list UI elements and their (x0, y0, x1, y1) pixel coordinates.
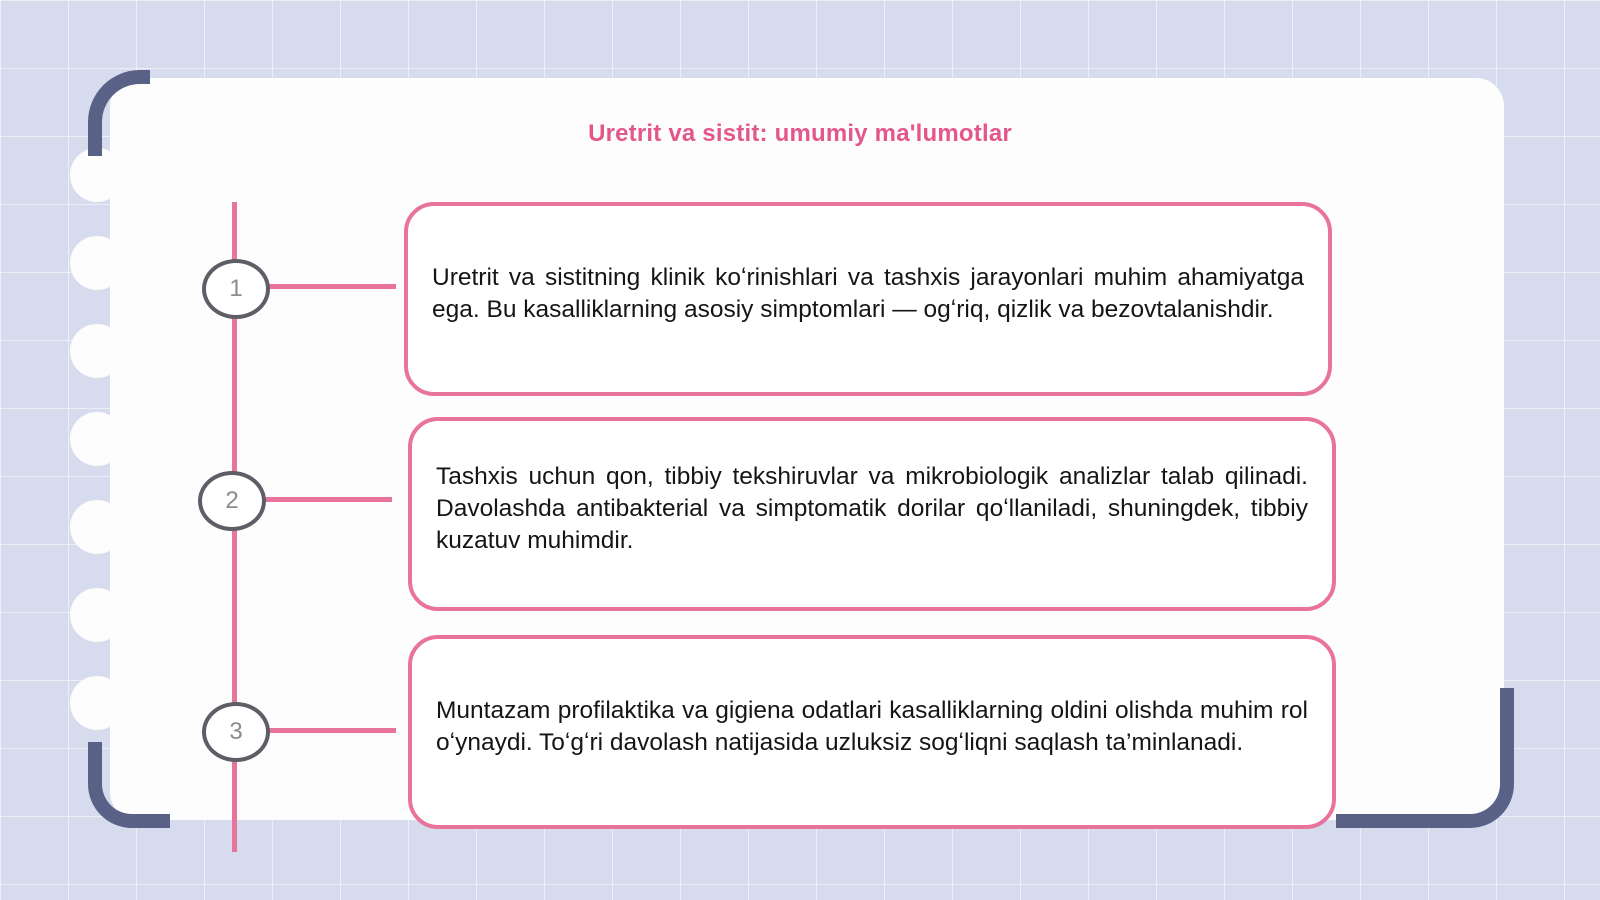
step-number-3: 3 (202, 702, 270, 762)
step-number-1: 1 (202, 259, 270, 319)
slide-title: Uretrit va sistit: umumiy ma'lumotlar (588, 120, 1012, 147)
step-text-1: Uretrit va sistitning klinik koʻrinishlari va tashxis jarayonlari muhim ahamiyatga ega. Bu kasalliklarning asosiy simptomlari — ogʻriq, qizlik va bezovtalanishdir. (432, 264, 1304, 323)
step-number-2: 2 (198, 471, 266, 531)
frame-corner-top-left (88, 70, 150, 156)
step-card-3 (408, 635, 1336, 829)
frame-corner-bottom-left (88, 742, 170, 828)
step-text-2: Tashxis uchun qon, tibbiy tekshiruvlar va mikrobiologik analizlar talab qilinadi. Davolashda antibakterial va simptomatik dorilar qoʻllaniladi, shuningdek, tibbiy kuzatuv muhimdir. (436, 463, 1308, 554)
card-scallop (70, 500, 124, 554)
card-scallop (70, 588, 124, 642)
step-connector-1 (264, 284, 396, 289)
card-scallop (70, 324, 124, 378)
step-connector-2 (260, 497, 392, 502)
step-text-3: Muntazam profilaktika va gigiena odatlari kasalliklarning oldini olishda muhim rol oʻynaydi. Toʻgʻri davolash natijasida uzluksiz sogʻliqni saqlash ta’minlanadi. (436, 697, 1308, 756)
step-connector-3 (264, 728, 396, 733)
card-scallop (70, 676, 124, 730)
card-scallop (70, 412, 124, 466)
step-card-1 (404, 202, 1332, 396)
card-scallop (70, 148, 124, 202)
frame-corner-bottom-right (1336, 688, 1514, 828)
card-scallop (70, 236, 124, 290)
step-card-2 (408, 417, 1336, 611)
